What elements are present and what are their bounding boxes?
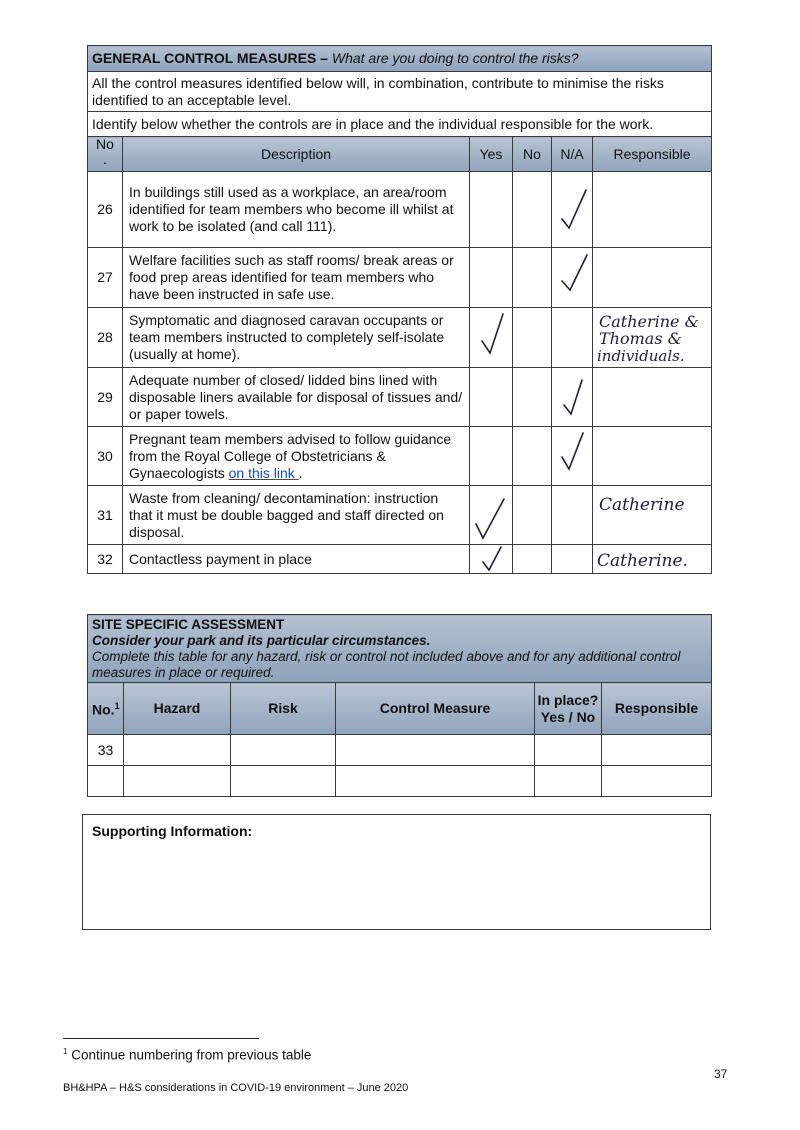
col-description: Description: [123, 137, 470, 172]
row-number: [88, 766, 124, 797]
row-description: Pregnant team members advised to follow guidance from the Royal College of Obstetricians & Gynaecologists on this link .: [123, 427, 470, 486]
in-place-cell[interactable]: [535, 735, 602, 766]
page-number: 37: [714, 1067, 728, 1081]
check-mark-icon: [552, 248, 593, 308]
responsible-cell[interactable]: [602, 735, 712, 766]
na-cell: [552, 172, 593, 248]
row-number: 29: [88, 368, 123, 427]
site-subtitle: Consider your park and its particular circumstances.: [92, 633, 431, 648]
responsible-cell: [593, 486, 712, 545]
check-mark-icon: [552, 368, 593, 427]
na-cell: [552, 368, 593, 427]
table-row: [88, 248, 712, 308]
row-description: Symptomatic and diagnosed caravan occupants or team members instructed to completely self-isolate (usually at home).: [123, 308, 470, 368]
yes-cell: [470, 248, 513, 308]
na-cell: [552, 248, 593, 308]
responsible-cell: [593, 545, 712, 574]
responsible-cell: [593, 308, 712, 368]
check-mark-icon: [470, 308, 513, 368]
general-title-cell: [88, 46, 712, 72]
rcog-link[interactable]: on this link: [228, 464, 299, 481]
col-in-place: In place? Yes / No: [535, 683, 602, 735]
col-no: No .: [88, 137, 123, 172]
site-specific-assessment-table: [87, 614, 712, 797]
table-row: [88, 427, 712, 486]
handwritten-responsible: [593, 308, 712, 368]
yes-cell: [470, 486, 513, 545]
risk-cell[interactable]: [231, 735, 336, 766]
no-cell: [513, 545, 552, 574]
general-control-measures-table: [87, 45, 712, 574]
check-mark-icon: [470, 486, 513, 545]
supporting-information-box[interactable]: [82, 814, 711, 930]
handwritten-responsible: [593, 545, 712, 574]
footnote-divider: [63, 1038, 259, 1039]
no-cell: [513, 308, 552, 368]
row-number: 26: [88, 172, 123, 248]
yes-cell: [470, 545, 513, 574]
row-number: 30: [88, 427, 123, 486]
hazard-cell[interactable]: [124, 735, 231, 766]
handwriting-line: Catherine.: [597, 551, 688, 571]
col-na: N/A: [552, 137, 593, 172]
no-cell: [513, 248, 552, 308]
col-control-measure: Control Measure: [336, 683, 535, 735]
table-row: [88, 766, 712, 797]
hazard-cell[interactable]: [124, 766, 231, 797]
responsible-cell: [593, 248, 712, 308]
yes-cell: [470, 427, 513, 486]
na-cell: [552, 545, 593, 574]
row-description: Welfare facilities such as staff rooms/ break areas or food prep areas identified for team members who have been instructed in safe use.: [123, 248, 470, 308]
row-description: Contactless payment in place: [123, 545, 470, 574]
table-row: [88, 368, 712, 427]
check-mark-icon: [552, 172, 593, 248]
row-description: Adequate number of closed/ lidded bins lined with disposable liners available for disposal of tissues and/ or paper towels.: [123, 368, 470, 427]
footnote: [63, 1047, 311, 1063]
site-note: Complete this table for any hazard, risk or control not included above and for any additional control measures in place or required.: [92, 649, 681, 680]
yes-cell: [470, 172, 513, 248]
handwriting-line: Catherine &: [599, 312, 699, 331]
check-mark-icon: [552, 427, 593, 486]
no-cell: [513, 486, 552, 545]
general-title: GENERAL CONTROL MEASURES –: [92, 50, 328, 66]
general-instruction: Identify below whether the controls are in place and the individual responsible for the work.: [88, 112, 712, 137]
table-row: [88, 486, 712, 545]
general-subtitle: What are you doing to control the risks?: [331, 50, 579, 66]
col-risk: Risk: [231, 683, 336, 735]
site-header: [88, 615, 712, 683]
in-place-cell[interactable]: [535, 766, 602, 797]
row-number: 31: [88, 486, 123, 545]
col-hazard: Hazard: [124, 683, 231, 735]
handwriting-line: Thomas &: [599, 329, 682, 348]
row-number: 27: [88, 248, 123, 308]
responsible-cell[interactable]: [602, 766, 712, 797]
general-intro: All the control measures identified below will, in combination, contribute to minimise the risks identified to an acceptable level.: [88, 72, 712, 112]
check-mark-icon: [470, 545, 513, 574]
col-no-answer: No: [513, 137, 552, 172]
handwriting-line: Catherine: [599, 495, 685, 515]
footnote-marker: 1: [63, 1047, 68, 1056]
row-number: 28: [88, 308, 123, 368]
yes-cell: [470, 368, 513, 427]
responsible-cell: [593, 427, 712, 486]
supporting-information-title: Supporting Information:: [92, 823, 253, 839]
control-measure-cell[interactable]: [336, 766, 535, 797]
handwriting-line: individuals.: [597, 347, 685, 365]
no-cell: [513, 368, 552, 427]
footnote-text: Continue numbering from previous table: [71, 1047, 312, 1063]
control-measure-cell[interactable]: [336, 735, 535, 766]
col-no: No.$^1$: [88, 683, 124, 735]
responsible-cell: [593, 368, 712, 427]
col-responsible: Responsible: [602, 683, 712, 735]
row-number: 32: [88, 545, 123, 574]
na-cell: [552, 308, 593, 368]
yes-cell: [470, 308, 513, 368]
row-description: Waste from cleaning/ decontamination: instruction that it must be double bagged and staff directed on disposal.: [123, 486, 470, 545]
col-yes: Yes: [470, 137, 513, 172]
responsible-cell: [593, 172, 712, 248]
no-cell: [513, 172, 552, 248]
table-row: [88, 308, 712, 368]
no-cell: [513, 427, 552, 486]
handwritten-responsible: [593, 486, 712, 545]
table-row: [88, 735, 712, 766]
row-number: 33: [88, 735, 124, 766]
page-footer: BH&HPA – H&S considerations in COVID-19 environment – June 2020: [63, 1082, 409, 1094]
col-responsible: Responsible: [593, 137, 712, 172]
site-title: SITE SPECIFIC ASSESSMENT: [92, 617, 285, 632]
na-cell: [552, 427, 593, 486]
risk-cell[interactable]: [231, 766, 336, 797]
row-description: In buildings still used as a workplace, an area/room identified for team members who become ill whilst at work to be isolated (and call 111).: [123, 172, 470, 248]
table-row: [88, 172, 712, 248]
table-row: [88, 545, 712, 574]
na-cell: [552, 486, 593, 545]
